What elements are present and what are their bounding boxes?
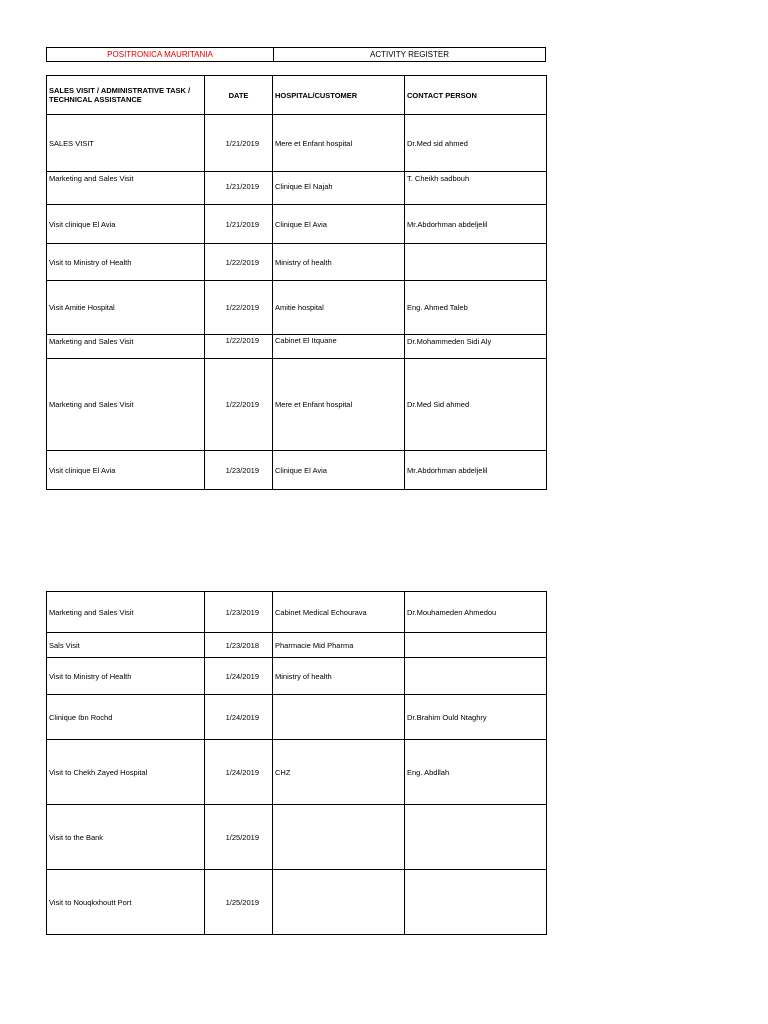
contact-cell: Dr.Mohammeden Sidi Aly [405,335,547,359]
customer-cell: CHZ [273,740,405,805]
task-cell: Visit to Chekh Zayed Hospital [47,740,205,805]
task-cell: SALES VISIT [47,115,205,172]
table-row [47,633,547,658]
date-cell: 1/21/2019 [205,205,273,244]
task-cell: Visit clinique El Avia [47,205,205,244]
table-row [47,740,547,805]
table-row [47,592,547,633]
column-header-customer: HOSPITAL/CUSTOMER [273,76,405,115]
date-cell: 1/24/2019 [205,695,273,740]
contact-cell [405,658,547,695]
task-cell: Sals Visit [47,633,205,658]
customer-cell [273,805,405,870]
task-cell: Visit to Ministry of Health [47,658,205,695]
date-cell: 1/25/2019 [205,805,273,870]
contact-cell [405,633,547,658]
contact-cell: Mr.Abdorhman abdeljelil [405,451,547,490]
contact-cell: Eng. Abdllah [405,740,547,805]
date-cell: 1/21/2019 [205,115,273,172]
date-cell: 1/22/2019 [205,359,273,451]
task-cell: Clinique Ibn Rochd [47,695,205,740]
contact-cell [405,244,547,281]
customer-cell: Mere et Enfant hospital [273,359,405,451]
date-cell: 1/22/2019 [205,281,273,335]
task-cell: Visit to Nouqkxhoutt Port [47,870,205,935]
table-row [47,172,547,205]
date-cell: 1/23/2019 [205,592,273,633]
task-cell: Marketing and Sales Visit [47,592,205,633]
contact-cell: Eng. Ahmed Taleb [405,281,547,335]
task-cell: Marketing and Sales Visit [47,335,205,359]
task-cell: Marketing and Sales Visit [47,172,205,205]
task-cell: Visit to Ministry of Health [47,244,205,281]
task-cell: Visit to the Bank [47,805,205,870]
date-cell: 1/25/2019 [205,870,273,935]
table-row [47,335,547,359]
table-row [47,805,547,870]
table-row [47,695,547,740]
register-header [46,47,546,62]
date-cell: 1/22/2019 [205,244,273,281]
customer-cell: Clinique El Avia [273,205,405,244]
register-title: ACTIVITY REGISTER [370,50,449,59]
table-row [47,451,547,490]
activity-table-1 [46,75,547,490]
column-header-date: DATE [205,76,273,115]
task-cell: Marketing and Sales Visit [47,359,205,451]
customer-cell: Amitie hospital [273,281,405,335]
contact-cell [405,870,547,935]
date-cell: 1/22/2019 [205,335,273,359]
table-header-row [47,76,547,115]
table-row [47,281,547,335]
date-cell: 1/23/2018 [205,633,273,658]
contact-cell: T. Cheikh sadbouh [405,172,547,205]
contact-cell [405,805,547,870]
task-cell: Visit Amitie Hospital [47,281,205,335]
contact-cell: Mr.Abdorhman abdeljelil [405,205,547,244]
contact-cell: Dr.Med sid ahmed [405,115,547,172]
contact-cell: Dr.Mouhameden Ahmedou [405,592,547,633]
date-cell: 1/24/2019 [205,740,273,805]
contact-cell: Dr.Brahim Ould Ntaghry [405,695,547,740]
table-row [47,244,547,281]
table-row [47,870,547,935]
column-header-task: SALES VISIT / ADMINISTRATIVE TASK / TECHNICAL ASSISTANCE [47,76,205,115]
table-row [47,205,547,244]
customer-cell: Pharmacie Mid Pharma [273,633,405,658]
customer-cell: Cabinet Medical Echourava [273,592,405,633]
date-cell: 1/24/2019 [205,658,273,695]
table-row [47,115,547,172]
customer-cell [273,870,405,935]
date-cell: 1/23/2019 [205,451,273,490]
company-name: POSITRONICA MAURITANIA [47,48,274,61]
contact-cell: Dr.Med Sid ahmed [405,359,547,451]
customer-cell: Clinique El Najah [273,172,405,205]
customer-cell: Mere et Enfant hospital [273,115,405,172]
table-row [47,658,547,695]
date-cell: 1/21/2019 [205,172,273,205]
customer-cell: Clinique El Avia [273,451,405,490]
table-row [47,359,547,451]
customer-cell [273,695,405,740]
customer-cell: Ministry of health [273,244,405,281]
customer-cell: Cabinet El Itquane [273,335,405,359]
column-header-contact: CONTACT PERSON [405,76,547,115]
customer-cell: Ministry of health [273,658,405,695]
task-cell: Visit clinique El Avia [47,451,205,490]
activity-table-2 [46,591,547,935]
